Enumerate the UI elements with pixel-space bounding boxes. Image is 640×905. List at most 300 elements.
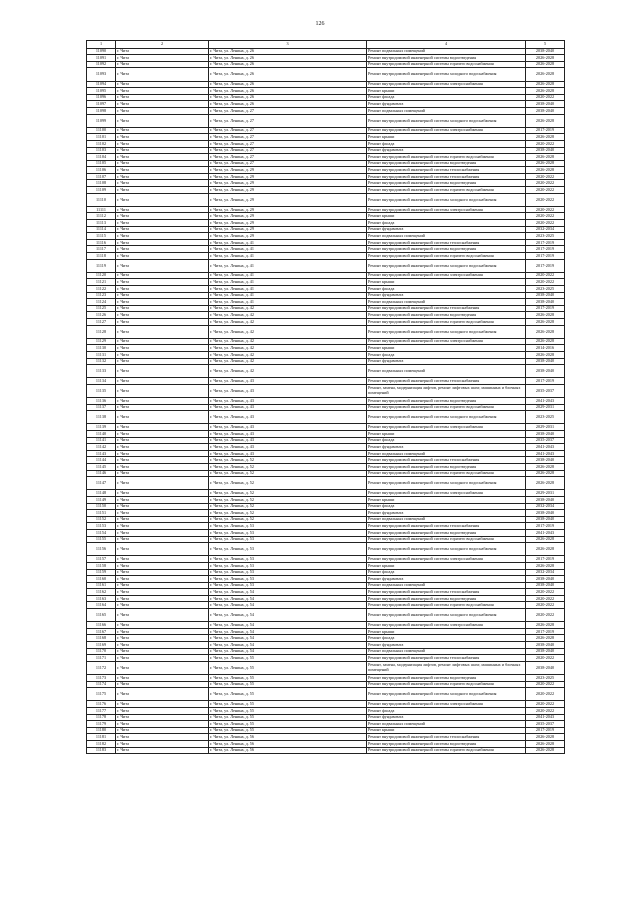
table-row xyxy=(87,173,565,180)
row-number: 11134 xyxy=(87,378,116,385)
address: г. Чита, ул. Ленина, д. 43 xyxy=(209,398,367,405)
row-number: 11103 xyxy=(87,147,116,154)
settlement: г. Чита xyxy=(116,338,209,345)
table-row xyxy=(87,259,565,272)
settlement: г. Чита xyxy=(116,503,209,510)
settlement: г. Чита xyxy=(116,529,209,536)
row-number: 11114 xyxy=(87,226,116,233)
table-row xyxy=(87,582,565,589)
address: г. Чита, ул. Ленина, д. 43 xyxy=(209,424,367,431)
address: г. Чита, ул. Ленина, д. 42 xyxy=(209,358,367,365)
address: г. Чита, ул. Ленина, д. 27 xyxy=(209,154,367,161)
row-number: 11148 xyxy=(87,490,116,497)
address: г. Чита, ул. Ленина, д. 55 xyxy=(209,675,367,682)
address: г. Чита, ул. Ленина, д. 54 xyxy=(209,642,367,649)
period: 2026-2028 xyxy=(526,312,565,319)
row-number: 11100 xyxy=(87,127,116,134)
row-number: 11168 xyxy=(87,635,116,642)
settlement: г. Чита xyxy=(116,740,209,747)
period: 2038-2040 xyxy=(526,642,565,649)
row-number: 11108 xyxy=(87,180,116,187)
address: г. Чита, ул. Ленина, д. 29 xyxy=(209,226,367,233)
table-row xyxy=(87,437,565,444)
period: 2026-2028 xyxy=(526,61,565,68)
address: г. Чита, ул. Ленина, д. 41 xyxy=(209,259,367,272)
address: г. Чита, ул. Ленина, д. 53 xyxy=(209,529,367,536)
row-number: 11161 xyxy=(87,582,116,589)
settlement: г. Чита xyxy=(116,285,209,292)
address: г. Чита, ул. Ленина, д. 52 xyxy=(209,503,367,510)
work-type: Ремонт фундамента xyxy=(367,292,526,299)
period: 2026-2028 xyxy=(526,134,565,141)
work-type: Ремонт фундамента xyxy=(367,101,526,108)
row-number: 11131 xyxy=(87,351,116,358)
settlement: г. Чита xyxy=(116,510,209,517)
address: г. Чита, ул. Ленина, д. 52 xyxy=(209,490,367,497)
table-row xyxy=(87,107,565,114)
address: г. Чита, ул. Ленина, д. 27 xyxy=(209,147,367,154)
work-type: Ремонт, замена, модернизация лифтов, ремонт лифтовых шахт, машинных и блочных помещений xyxy=(367,384,526,397)
settlement: г. Чита xyxy=(116,233,209,240)
address: г. Чита, ул. Ленина, д. 43 xyxy=(209,411,367,424)
period: 2020-2022 xyxy=(526,220,565,227)
table-row xyxy=(87,562,565,569)
settlement: г. Чита xyxy=(116,496,209,503)
table-row xyxy=(87,68,565,81)
row-number: 11125 xyxy=(87,305,116,312)
work-type: Ремонт внутридомовой инженерной системы холодного водоснабжения xyxy=(367,688,526,701)
row-number: 11090 xyxy=(87,48,116,55)
row-number: 11122 xyxy=(87,285,116,292)
settlement: г. Чита xyxy=(116,325,209,338)
work-type: Ремонт внутридомовой инженерной системы водоотведения xyxy=(367,55,526,62)
row-number: 11094 xyxy=(87,81,116,88)
settlement: г. Чита xyxy=(116,707,209,714)
address: г. Чита, ул. Ленина, д. 41 xyxy=(209,253,367,260)
table-row xyxy=(87,503,565,510)
work-type: Ремонт подвальных помещений xyxy=(367,648,526,655)
period: 2020-2022 xyxy=(526,213,565,220)
work-type: Ремонт внутридомовой инженерной системы теплоснабжения xyxy=(367,378,526,385)
table-row xyxy=(87,628,565,635)
column-header: 5 xyxy=(526,41,565,49)
work-type: Ремонт внутридомовой инженерной системы горячего водоснабжения xyxy=(367,747,526,754)
work-type: Ремонт внутридомовой инженерной системы водоотведения xyxy=(367,595,526,602)
work-type: Ремонт фундамента xyxy=(367,358,526,365)
row-number: 11124 xyxy=(87,299,116,306)
period: 2026-2028 xyxy=(526,622,565,629)
period: 2017-2019 xyxy=(526,378,565,385)
period: 2020-2022 xyxy=(526,595,565,602)
row-number: 11101 xyxy=(87,134,116,141)
period: 2020-2022 xyxy=(526,602,565,609)
row-number: 11164 xyxy=(87,602,116,609)
work-type: Ремонт фасада xyxy=(367,220,526,227)
period: 2020-2022 xyxy=(526,589,565,596)
table-row xyxy=(87,543,565,556)
address: г. Чита, ул. Ленина, д. 43 xyxy=(209,450,367,457)
table-row xyxy=(87,496,565,503)
row-number: 11177 xyxy=(87,707,116,714)
period: 2017-2019 xyxy=(526,127,565,134)
work-type: Ремонт фасада xyxy=(367,707,526,714)
address: г. Чита, ул. Ленина, д. 55 xyxy=(209,707,367,714)
work-type: Ремонт внутридомовой инженерной системы электроснабжения xyxy=(367,424,526,431)
work-type: Ремонт фасада xyxy=(367,140,526,147)
row-number: 11119 xyxy=(87,259,116,272)
table-row xyxy=(87,206,565,213)
period: 2026-2028 xyxy=(526,536,565,543)
row-number: 11096 xyxy=(87,94,116,101)
header-row xyxy=(87,41,565,49)
table-row xyxy=(87,180,565,187)
work-type: Ремонт крыши xyxy=(367,496,526,503)
address: г. Чита, ул. Ленина, д. 26 xyxy=(209,61,367,68)
work-type: Ремонт внутридомовой инженерной системы горячего водоснабжения xyxy=(367,253,526,260)
address: г. Чита, ул. Ленина, д. 55 xyxy=(209,688,367,701)
address: г. Чита, ул. Ленина, д. 41 xyxy=(209,292,367,299)
address: г. Чита, ул. Ленина, д. 26 xyxy=(209,48,367,55)
settlement: г. Чита xyxy=(116,655,209,662)
row-number: 11130 xyxy=(87,345,116,352)
work-type: Ремонт внутридомовой инженерной системы холодного водоснабжения xyxy=(367,68,526,81)
period: 2041-2043 xyxy=(526,529,565,536)
capital-repair-table xyxy=(86,40,565,754)
row-number: 11112 xyxy=(87,213,116,220)
work-type: Ремонт внутридомовой инженерной системы холодного водоснабжения xyxy=(367,609,526,622)
address: г. Чита, ул. Ленина, д. 56 xyxy=(209,747,367,754)
settlement: г. Чита xyxy=(116,477,209,490)
table-row xyxy=(87,675,565,682)
settlement: г. Чита xyxy=(116,523,209,530)
settlement: г. Чита xyxy=(116,193,209,206)
work-type: Ремонт внутридомовой инженерной системы горячего водоснабжения xyxy=(367,470,526,477)
table-row xyxy=(87,378,565,385)
row-number: 11128 xyxy=(87,325,116,338)
address: г. Чита, ул. Ленина, д. 29 xyxy=(209,213,367,220)
table-row xyxy=(87,365,565,378)
work-type: Ремонт фасада xyxy=(367,94,526,101)
row-number: 11145 xyxy=(87,464,116,471)
work-type: Ремонт фундамента xyxy=(367,510,526,517)
settlement: г. Чита xyxy=(116,213,209,220)
period: 2017-2019 xyxy=(526,556,565,563)
settlement: г. Чита xyxy=(116,140,209,147)
period: 2038-2040 xyxy=(526,457,565,464)
period: 2020-2022 xyxy=(526,272,565,279)
table-row xyxy=(87,213,565,220)
address: г. Чита, ул. Ленина, д. 54 xyxy=(209,589,367,596)
address: г. Чита, ул. Ленина, д. 42 xyxy=(209,345,367,352)
period: 2032-2034 xyxy=(526,503,565,510)
work-type: Ремонт подвальных помещений xyxy=(367,516,526,523)
period: 2026-2028 xyxy=(526,167,565,174)
address: г. Чита, ул. Ленина, д. 53 xyxy=(209,582,367,589)
row-number: 11097 xyxy=(87,101,116,108)
table-row xyxy=(87,160,565,167)
settlement: г. Чита xyxy=(116,681,209,688)
work-type: Ремонт крыши xyxy=(367,88,526,95)
period: 2026-2028 xyxy=(526,114,565,127)
table-row xyxy=(87,154,565,161)
row-number: 11102 xyxy=(87,140,116,147)
settlement: г. Чита xyxy=(116,543,209,556)
row-number: 11126 xyxy=(87,312,116,319)
period: 2032-2034 xyxy=(526,226,565,233)
address: г. Чита, ул. Ленина, д. 55 xyxy=(209,721,367,728)
row-number: 11174 xyxy=(87,681,116,688)
row-number: 11133 xyxy=(87,365,116,378)
work-type: Ремонт внутридомовой инженерной системы холодного водоснабжения xyxy=(367,114,526,127)
work-type: Ремонт внутридомовой инженерной системы электроснабжения xyxy=(367,490,526,497)
work-type: Ремонт фундамента xyxy=(367,714,526,721)
address: г. Чита, ул. Ленина, д. 52 xyxy=(209,516,367,523)
period: 2035-2037 xyxy=(526,384,565,397)
period: 2017-2019 xyxy=(526,727,565,734)
address: г. Чита, ул. Ленина, д. 26 xyxy=(209,68,367,81)
row-number: 11099 xyxy=(87,114,116,127)
work-type: Ремонт фасада xyxy=(367,285,526,292)
row-number: 11111 xyxy=(87,206,116,213)
table-row xyxy=(87,655,565,662)
work-type: Ремонт внутридомовой инженерной системы водоотведения xyxy=(367,529,526,536)
row-number: 11143 xyxy=(87,450,116,457)
table-row xyxy=(87,55,565,62)
settlement: г. Чита xyxy=(116,398,209,405)
table-row xyxy=(87,167,565,174)
work-type: Ремонт подвальных помещений xyxy=(367,450,526,457)
settlement: г. Чита xyxy=(116,134,209,141)
table-row xyxy=(87,312,565,319)
period: 2026-2028 xyxy=(526,734,565,741)
period: 2029-2031 xyxy=(526,404,565,411)
settlement: г. Чита xyxy=(116,114,209,127)
table-row xyxy=(87,510,565,517)
period: 2038-2040 xyxy=(526,582,565,589)
period: 2020-2022 xyxy=(526,681,565,688)
table-body xyxy=(87,48,565,754)
address: г. Чита, ул. Ленина, д. 41 xyxy=(209,246,367,253)
period: 2020-2022 xyxy=(526,655,565,662)
table-row xyxy=(87,239,565,246)
settlement: г. Чита xyxy=(116,101,209,108)
address: г. Чита, ул. Ленина, д. 54 xyxy=(209,635,367,642)
work-type: Ремонт фасада xyxy=(367,503,526,510)
work-type: Ремонт внутридомовой инженерной системы электроснабжения xyxy=(367,556,526,563)
period: 2020-2022 xyxy=(526,193,565,206)
row-number: 11138 xyxy=(87,411,116,424)
settlement: г. Чита xyxy=(116,88,209,95)
period: 2020-2022 xyxy=(526,701,565,708)
row-number: 11116 xyxy=(87,239,116,246)
work-type: Ремонт фасада xyxy=(367,569,526,576)
period: 2020-2022 xyxy=(526,609,565,622)
work-type: Ремонт крыши xyxy=(367,562,526,569)
settlement: г. Чита xyxy=(116,609,209,622)
row-number: 11115 xyxy=(87,233,116,240)
work-type: Ремонт подвальных помещений xyxy=(367,582,526,589)
address: г. Чита, ул. Ленина, д. 56 xyxy=(209,734,367,741)
settlement: г. Чита xyxy=(116,688,209,701)
address: г. Чита, ул. Ленина, д. 52 xyxy=(209,464,367,471)
settlement: г. Чита xyxy=(116,661,209,674)
table-row xyxy=(87,285,565,292)
table-row xyxy=(87,404,565,411)
address: г. Чита, ул. Ленина, д. 27 xyxy=(209,140,367,147)
settlement: г. Чита xyxy=(116,437,209,444)
row-number: 11095 xyxy=(87,88,116,95)
table-row xyxy=(87,134,565,141)
table-row xyxy=(87,338,565,345)
table-row xyxy=(87,411,565,424)
address: г. Чита, ул. Ленина, д. 56 xyxy=(209,740,367,747)
column-header: 4 xyxy=(367,41,526,49)
period: 2038-2040 xyxy=(526,516,565,523)
period: 2026-2028 xyxy=(526,477,565,490)
work-type: Ремонт подвальных помещений xyxy=(367,721,526,728)
row-number: 11163 xyxy=(87,595,116,602)
table-row xyxy=(87,642,565,649)
row-number: 11135 xyxy=(87,384,116,397)
row-number: 11118 xyxy=(87,253,116,260)
settlement: г. Чита xyxy=(116,312,209,319)
work-type: Ремонт внутридомовой инженерной системы водоотведения xyxy=(367,398,526,405)
work-type: Ремонт внутридомовой инженерной системы холодного водоснабжения xyxy=(367,259,526,272)
address: г. Чита, ул. Ленина, д. 52 xyxy=(209,470,367,477)
address: г. Чита, ул. Ленина, д. 52 xyxy=(209,457,367,464)
settlement: г. Чита xyxy=(116,490,209,497)
work-type: Ремонт внутридомовой инженерной системы водоотведения xyxy=(367,160,526,167)
address: г. Чита, ул. Ленина, д. 26 xyxy=(209,55,367,62)
settlement: г. Чита xyxy=(116,536,209,543)
row-number: 11141 xyxy=(87,437,116,444)
settlement: г. Чита xyxy=(116,562,209,569)
period: 2029-2031 xyxy=(526,424,565,431)
settlement: г. Чита xyxy=(116,470,209,477)
address: г. Чита, ул. Ленина, д. 55 xyxy=(209,661,367,674)
row-number: 11107 xyxy=(87,173,116,180)
row-number: 11169 xyxy=(87,642,116,649)
address: г. Чита, ул. Ленина, д. 52 xyxy=(209,510,367,517)
address: г. Чита, ул. Ленина, д. 29 xyxy=(209,180,367,187)
period: 2026-2028 xyxy=(526,470,565,477)
row-number: 11106 xyxy=(87,167,116,174)
address: г. Чита, ул. Ленина, д. 42 xyxy=(209,325,367,338)
address: г. Чита, ул. Ленина, д. 41 xyxy=(209,285,367,292)
address: г. Чита, ул. Ленина, д. 42 xyxy=(209,351,367,358)
work-type: Ремонт внутридомовой инженерной системы электроснабжения xyxy=(367,272,526,279)
settlement: г. Чита xyxy=(116,55,209,62)
table-row xyxy=(87,187,565,194)
row-number: 11167 xyxy=(87,628,116,635)
address: г. Чита, ул. Ленина, д. 52 xyxy=(209,496,367,503)
address: г. Чита, ул. Ленина, д. 52 xyxy=(209,477,367,490)
work-type: Ремонт внутридомовой инженерной системы электроснабжения xyxy=(367,622,526,629)
row-number: 11158 xyxy=(87,562,116,569)
row-number: 11173 xyxy=(87,675,116,682)
work-type: Ремонт внутридомовой инженерной системы водоотведения xyxy=(367,312,526,319)
work-type: Ремонт внутридомовой инженерной системы горячего водоснабжения xyxy=(367,318,526,325)
address: г. Чита, ул. Ленина, д. 53 xyxy=(209,543,367,556)
period: 2026-2028 xyxy=(526,747,565,754)
address: г. Чита, ул. Ленина, д. 55 xyxy=(209,701,367,708)
table-row xyxy=(87,609,565,622)
period: 2026-2028 xyxy=(526,55,565,62)
row-number: 11144 xyxy=(87,457,116,464)
table-row xyxy=(87,424,565,431)
work-type: Ремонт внутридомовой инженерной системы водоотведения xyxy=(367,675,526,682)
period: 2029-2031 xyxy=(526,490,565,497)
settlement: г. Чита xyxy=(116,180,209,187)
address: г. Чита, ул. Ленина, д. 42 xyxy=(209,318,367,325)
settlement: г. Чита xyxy=(116,187,209,194)
period: 2038-2040 xyxy=(526,101,565,108)
table-row xyxy=(87,589,565,596)
work-type: Ремонт внутридомовой инженерной системы холодного водоснабжения xyxy=(367,543,526,556)
settlement: г. Чита xyxy=(116,318,209,325)
table-row xyxy=(87,431,565,438)
period: 2038-2040 xyxy=(526,648,565,655)
row-number: 11170 xyxy=(87,648,116,655)
settlement: г. Чита xyxy=(116,94,209,101)
work-type: Ремонт внутридомовой инженерной системы теплоснабжения xyxy=(367,655,526,662)
settlement: г. Чита xyxy=(116,444,209,451)
settlement: г. Чита xyxy=(116,147,209,154)
address: г. Чита, ул. Ленина, д. 53 xyxy=(209,569,367,576)
work-type: Ремонт крыши xyxy=(367,279,526,286)
period: 2017-2019 xyxy=(526,259,565,272)
table-row xyxy=(87,140,565,147)
period: 2026-2028 xyxy=(526,318,565,325)
column-header: 3 xyxy=(209,41,367,49)
table-row xyxy=(87,464,565,471)
column-header: 2 xyxy=(116,41,209,49)
settlement: г. Чита xyxy=(116,206,209,213)
address: г. Чита, ул. Ленина, д. 53 xyxy=(209,536,367,543)
work-type: Ремонт внутридомовой инженерной системы холодного водоснабжения xyxy=(367,477,526,490)
settlement: г. Чита xyxy=(116,384,209,397)
table-row xyxy=(87,318,565,325)
settlement: г. Чита xyxy=(116,272,209,279)
address: г. Чита, ул. Ленина, д. 43 xyxy=(209,384,367,397)
work-type: Ремонт внутридомовой инженерной системы электроснабжения xyxy=(367,701,526,708)
period: 2023-2025 xyxy=(526,411,565,424)
row-number: 11091 xyxy=(87,55,116,62)
row-number: 11105 xyxy=(87,160,116,167)
row-number: 11154 xyxy=(87,529,116,536)
row-number: 11136 xyxy=(87,398,116,405)
work-type: Ремонт крыши xyxy=(367,213,526,220)
settlement: г. Чита xyxy=(116,81,209,88)
period: 2038-2040 xyxy=(526,365,565,378)
table-row xyxy=(87,292,565,299)
settlement: г. Чита xyxy=(116,727,209,734)
settlement: г. Чита xyxy=(116,648,209,655)
work-type: Ремонт подвальных помещений xyxy=(367,233,526,240)
period: 2032-2034 xyxy=(526,569,565,576)
work-type: Ремонт подвальных помещений xyxy=(367,365,526,378)
settlement: г. Чита xyxy=(116,622,209,629)
period: 2041-2043 xyxy=(526,450,565,457)
settlement: г. Чита xyxy=(116,246,209,253)
period: 2026-2028 xyxy=(526,68,565,81)
row-number: 11160 xyxy=(87,576,116,583)
row-number: 11147 xyxy=(87,477,116,490)
work-type: Ремонт внутридомовой инженерной системы горячего водоснабжения xyxy=(367,681,526,688)
work-type: Ремонт внутридомовой инженерной системы холодного водоснабжения xyxy=(367,411,526,424)
address: г. Чита, ул. Ленина, д. 27 xyxy=(209,160,367,167)
row-number: 11139 xyxy=(87,424,116,431)
